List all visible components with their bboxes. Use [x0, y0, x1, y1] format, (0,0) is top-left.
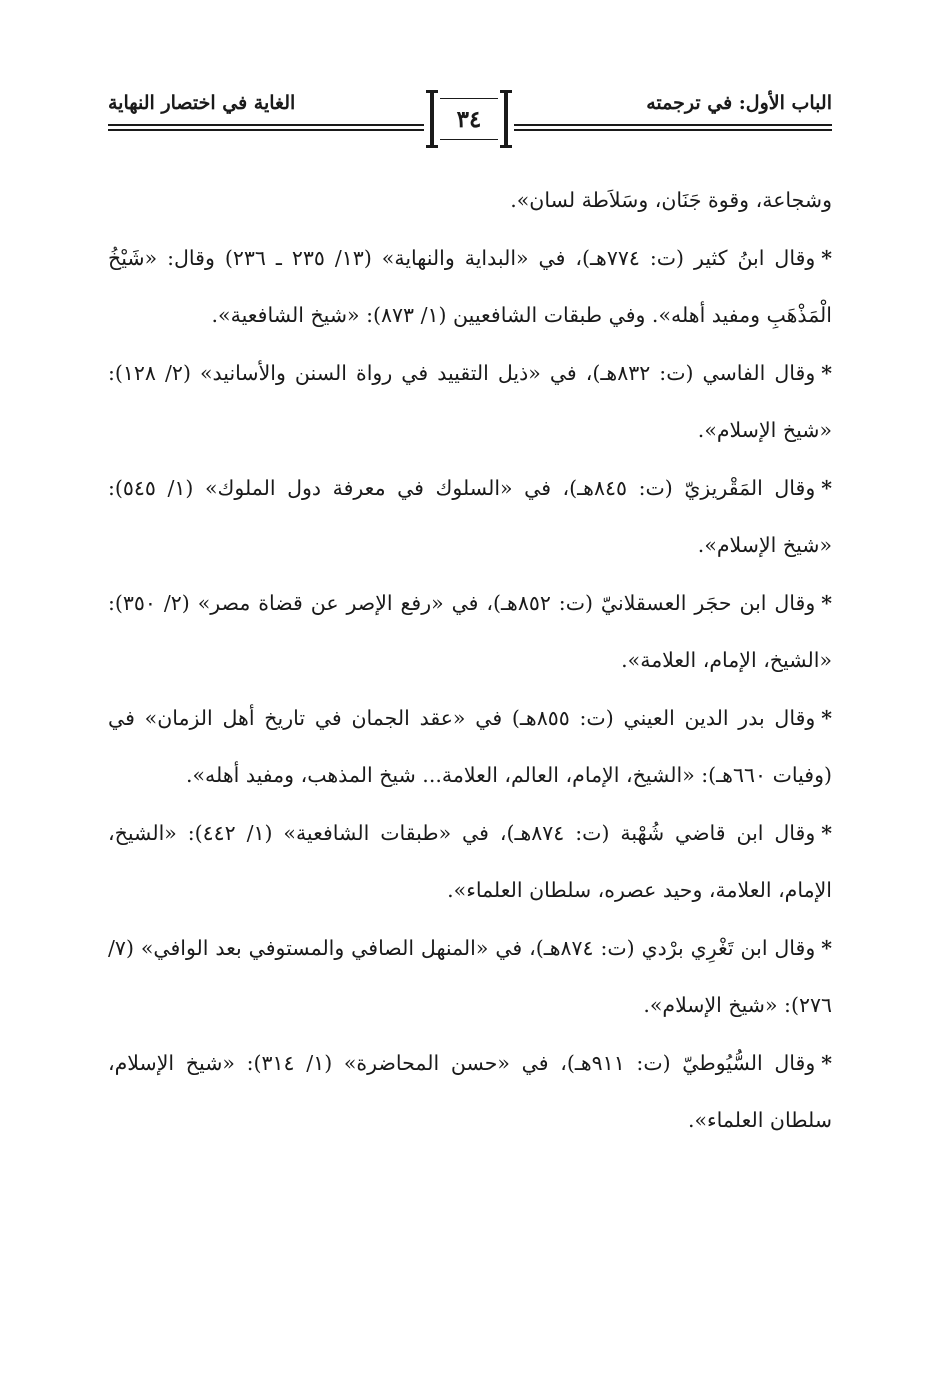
citation-entry: [108, 460, 832, 575]
bullet-star: *: [821, 820, 832, 845]
citation-entry: [108, 345, 832, 460]
paragraph-text: وقال بدر الدين العيني (ت: ٨٥٥هـ) في «عقد الجمان في تاريخ أهل الزمان» في (وفيات ٦٦٠هـ): «الشيخ، الإمام، العالم، العلامة... شيخ المذهب، ومفيد أهله».: [108, 705, 832, 787]
paragraph-text: وقال المَقْريزيّ (ت: ٨٤٥هـ)، في «السلوك في معرفة دول الملوك» (١/ ٥٤٥): «شيخ الإسلام».: [108, 475, 832, 557]
frame-cap: [426, 90, 438, 93]
frame-pillar-left: [430, 90, 434, 148]
book-title: الغاية في اختصار النهاية: [108, 92, 296, 114]
citation-entry: [108, 575, 832, 690]
chapter-title: الباب الأول: في ترجمته: [646, 92, 832, 114]
paragraph-text: وقال ابن قاضي شُهْبة (ت: ٨٧٤هـ)، في «طبقات الشافعية» (١/ ٤٤٢): «الشيخ، الإمام، العلامة، وحيد عصره، سلطان العلماء».: [108, 820, 832, 902]
frame-cap: [426, 145, 438, 148]
citation-entry: [108, 1035, 832, 1150]
bullet-star: *: [821, 1050, 832, 1075]
page-body: [108, 172, 832, 1150]
citation-entry: [108, 920, 832, 1035]
bullet-star: *: [821, 705, 833, 730]
paragraph-text: وشجاعة، وقوة جَنَان، وسَلاَطة لسان».: [510, 188, 832, 212]
bullet-star: *: [821, 245, 832, 270]
paragraph-text: وقال ابن تَغْرِي برْدي (ت: ٨٧٤هـ)، في «المنهل الصافي والمستوفي بعد الوافي» (٧/ ٢٧٦): «شيخ الإسلام».: [108, 935, 832, 1017]
running-header: [108, 86, 832, 154]
frame-pillar-right: [504, 90, 508, 148]
bullet-star: *: [821, 360, 832, 385]
page-number: ٣٤: [440, 98, 498, 140]
bullet-star: *: [821, 590, 832, 615]
citation-entry: [108, 230, 832, 345]
paragraph-text: وقال ابن حجَر العسقلانيّ (ت: ٨٥٢هـ)، في «رفع الإصر عن قضاة مصر» (٢/ ٣٥٠): «الشيخ، الإمام، العلامة».: [108, 590, 832, 672]
citation-entry: [108, 805, 832, 920]
bullet-star: *: [821, 935, 832, 960]
paragraph-text: وقال السُّيُوطيّ (ت: ٩١١هـ)، في «حسن المحاضرة» (١/ ٣١٤): «شيخ الإسلام، سلطان العلماء».: [108, 1050, 832, 1132]
citation-entry: [108, 690, 832, 805]
frame-cap: [500, 145, 512, 148]
page-number-frame: [424, 90, 514, 148]
paragraph-text: وقال الفاسي (ت: ٨٣٢هـ)، في «ذيل التقييد في رواة السنن والأسانيد» (٢/ ١٢٨): «شيخ الإسلام».: [108, 360, 832, 442]
bullet-star: *: [821, 475, 832, 500]
paragraph-text: وقال ابنُ كثير (ت: ٧٧٤هـ)، في «البداية والنهاية» (١٣/ ٢٣٥ ـ ٢٣٦) وقال: «شَيْخُ الْمَذْهَبِ ومفيد أهله». وفي طبقات الشافعيين (١/ ٨٧٣): «شيخ الشافعية».: [108, 245, 832, 327]
frame-cap: [500, 90, 512, 93]
paragraph: [108, 172, 832, 230]
